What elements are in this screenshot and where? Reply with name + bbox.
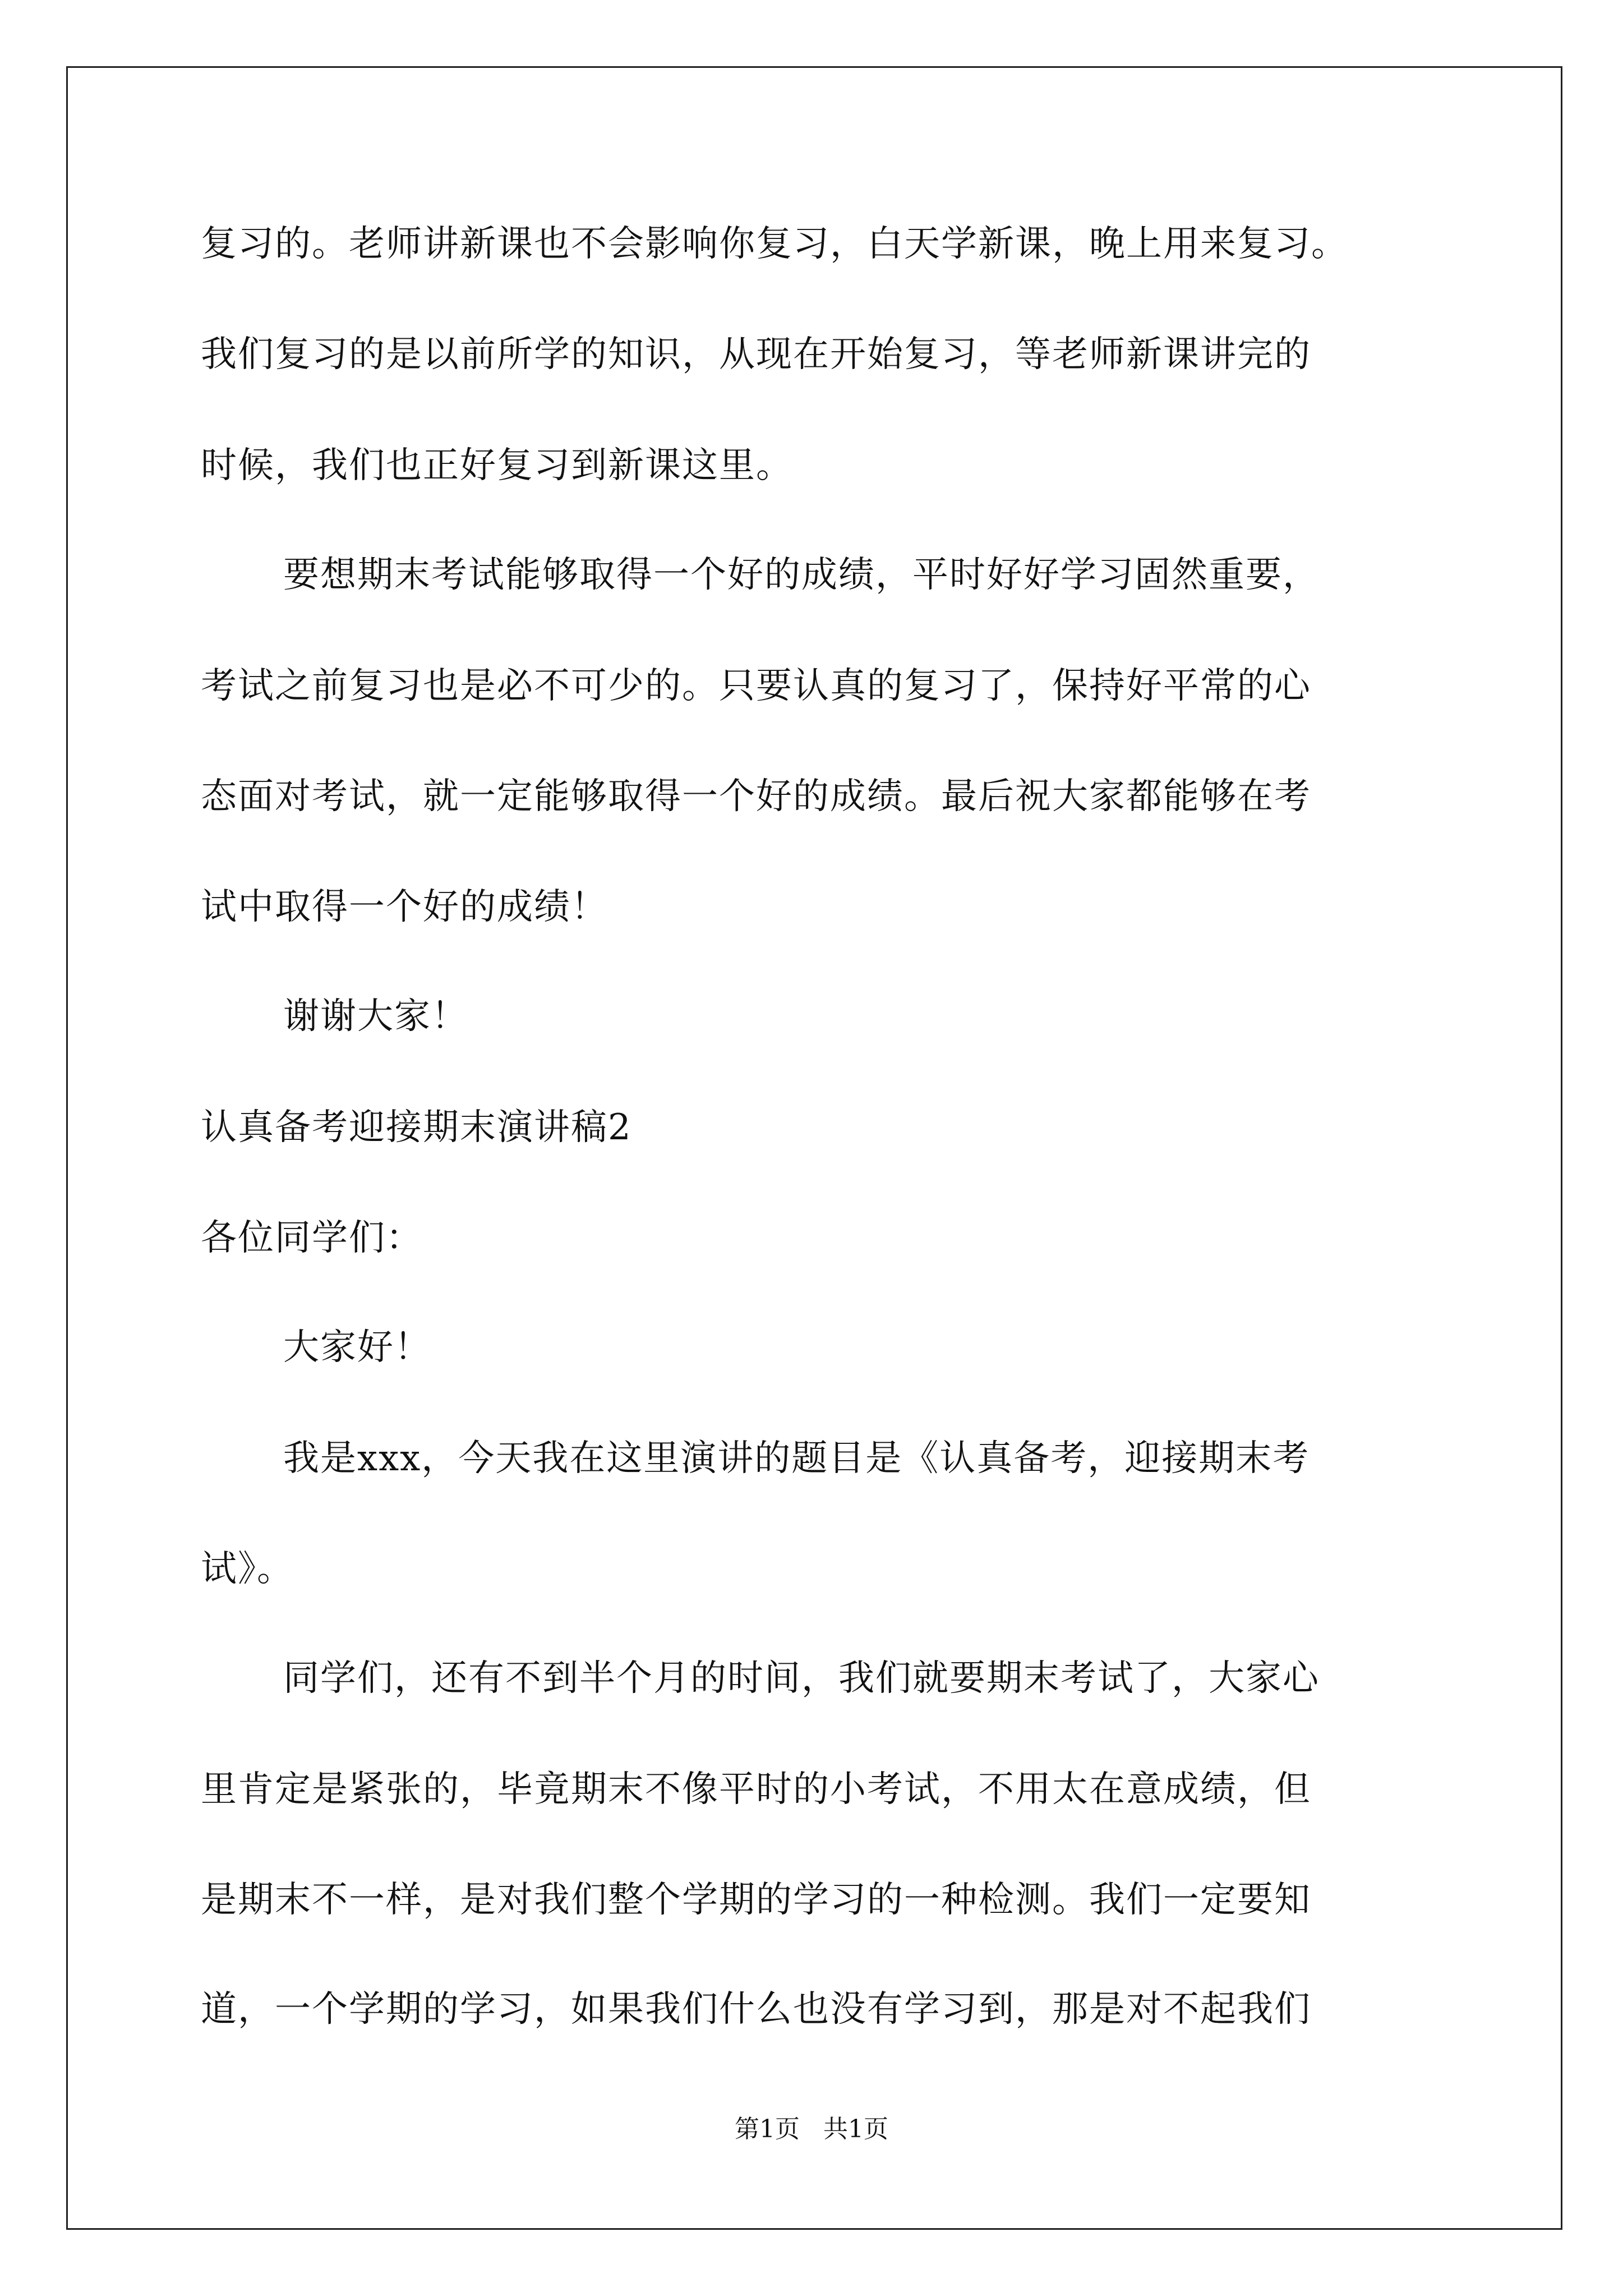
closing-line: 谢谢大家！ [283, 996, 468, 1037]
page-number-footer: 第1页 共1页 [735, 2115, 888, 2143]
body-line: 复习的。老师讲新课也不会影响你复习，白天学新课，晚上用来复习。 [201, 223, 1348, 265]
body-line: 考试之前复习也是必不可少的。只要认真的复习了，保持好平常的心 [201, 665, 1311, 707]
body-line: 里肯定是紧张的，毕竟期末不像平时的小考试，不用太在意成绩，但 [201, 1769, 1311, 1810]
body-line: 道，一个学期的学习，如果我们什么也没有学习到，那是对不起我们 [201, 1989, 1311, 2030]
body-line: 试中取得一个好的成绩！ [201, 886, 608, 928]
body-line: 是期末不一样，是对我们整个学期的学习的一种检测。我们一定要知 [201, 1879, 1311, 1921]
body-line: 要想期末考试能够取得一个好的成绩，平时好好学习固然重要， [283, 554, 1320, 596]
body-line: 试》。 [201, 1548, 294, 1590]
greeting: 大家好！ [283, 1327, 431, 1368]
section-title: 认真备考迎接期末演讲稿2 [201, 1107, 632, 1148]
body-line: 时候，我们也正好复习到新课这里。 [201, 445, 793, 486]
body-line: 我是xxx，今天我在这里演讲的题目是《认真备考，迎接期末考 [283, 1438, 1310, 1479]
body-line: 我们复习的是以前所学的知识，从现在开始复习，等老师新课讲完的 [201, 334, 1311, 375]
body-line: 态面对考试，就一定能够取得一个好的成绩。最后祝大家都能够在考 [201, 776, 1311, 817]
salutation: 各位同学们： [201, 1217, 423, 1259]
body-line: 同学们，还有不到半个月的时间，我们就要期末考试了，大家心 [283, 1658, 1320, 1699]
